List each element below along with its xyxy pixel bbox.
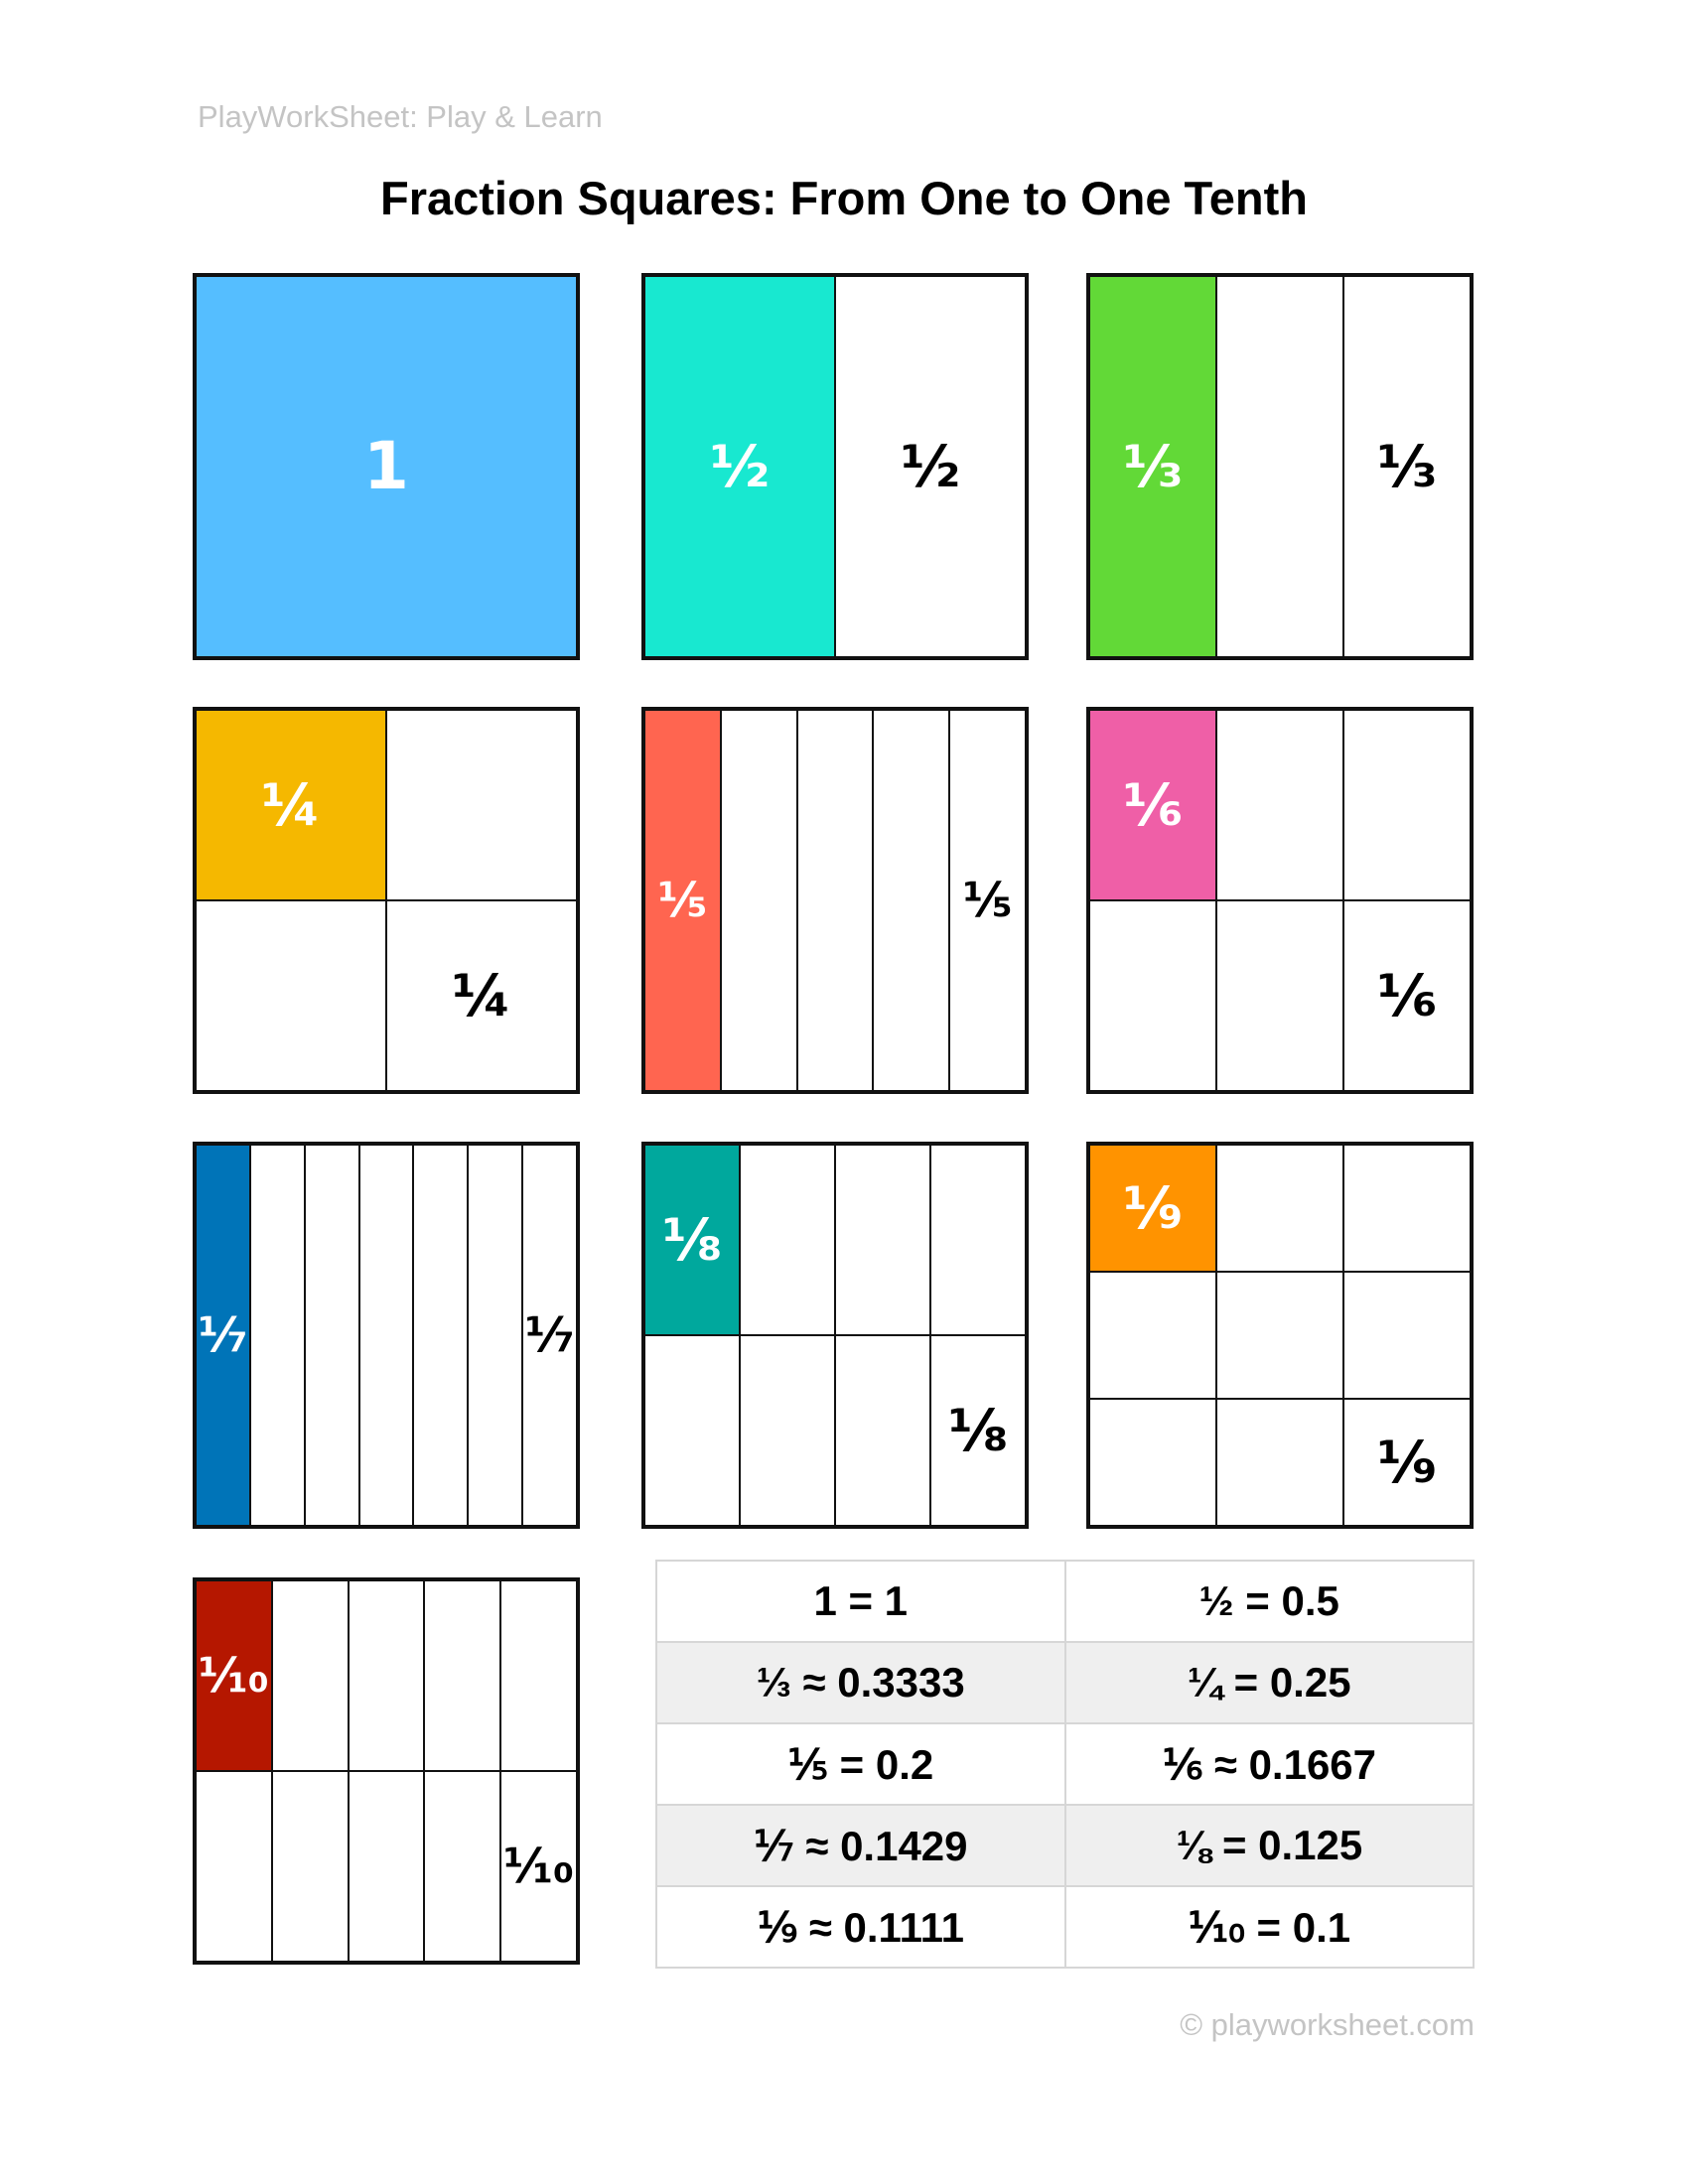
shaded-part: [1089, 276, 1216, 657]
table-row: [656, 1723, 1474, 1805]
unshaded-part: [500, 1580, 577, 1771]
unshaded-part: [797, 710, 874, 1091]
unshaded-part: [1089, 900, 1216, 1091]
shaded-part: [196, 1145, 250, 1526]
unshaded-part: [349, 1580, 425, 1771]
table-cell: ½ = 0.5: [1065, 1561, 1475, 1642]
shaded-part: [196, 710, 386, 900]
unshaded-part: [1343, 710, 1471, 900]
fraction-label: ⅙: [1122, 771, 1184, 839]
fraction-label: ⅐: [198, 1307, 248, 1363]
fraction-label: ½: [900, 433, 961, 500]
unshaded-part: [740, 1335, 835, 1526]
unshaded-part: [721, 710, 797, 1091]
shaded-part: [196, 1580, 272, 1771]
fraction-label: ¼: [260, 771, 322, 839]
table-cell: ⅒ = 0.1: [1065, 1886, 1475, 1968]
unshaded-part: [835, 276, 1026, 657]
unshaded-part: [1216, 1145, 1343, 1272]
unshaded-part: [1343, 900, 1471, 1091]
fraction-square: [1086, 1142, 1474, 1529]
unshaded-part: [500, 1771, 577, 1962]
shaded-part: [1089, 710, 1216, 900]
unshaded-part: [1216, 900, 1343, 1091]
unshaded-part: [413, 1145, 468, 1526]
unshaded-part: [1343, 1399, 1471, 1526]
page-title: Fraction Squares: From One to One Tenth: [380, 172, 1308, 224]
fraction-square: [193, 273, 580, 660]
unshaded-part: [930, 1145, 1026, 1335]
fraction-square: [641, 1142, 1029, 1529]
table-row: [656, 1805, 1474, 1886]
unshaded-part: [1216, 276, 1343, 657]
fraction-square: [641, 707, 1029, 1094]
fraction-square: [193, 1577, 580, 1965]
unshaded-part: [1343, 1145, 1471, 1272]
table-cell: 1 = 1: [656, 1561, 1065, 1642]
unshaded-part: [272, 1580, 349, 1771]
fraction-decimal-table: [655, 1560, 1475, 1969]
unshaded-part: [272, 1771, 349, 1962]
shaded-part: [1089, 1145, 1216, 1272]
unshaded-part: [1343, 1272, 1471, 1399]
table-cell: ⅛ = 0.125: [1065, 1805, 1475, 1886]
table-row: [656, 1642, 1474, 1723]
unshaded-part: [522, 1145, 577, 1526]
fraction-label: ⅕: [657, 873, 708, 928]
table-cell: ⅕ = 0.2: [656, 1723, 1065, 1805]
unshaded-part: [930, 1335, 1026, 1526]
unshaded-part: [835, 1145, 930, 1335]
unshaded-part: [305, 1145, 359, 1526]
unshaded-part: [1343, 276, 1471, 657]
unshaded-part: [1216, 1399, 1343, 1526]
unshaded-part: [1089, 1272, 1216, 1399]
table-cell: ⅙ ≈ 0.1667: [1065, 1723, 1475, 1805]
table-cell: ⅑ ≈ 0.1111: [656, 1886, 1065, 1968]
unshaded-part: [740, 1145, 835, 1335]
unshaded-part: [386, 710, 577, 900]
fraction-label: ⅒: [503, 1839, 575, 1894]
fraction-label: ⅑: [1376, 1429, 1438, 1496]
fraction-square: [193, 707, 580, 1094]
fraction-label: ⅒: [198, 1648, 269, 1704]
fraction-square: [1086, 273, 1474, 660]
unshaded-part: [250, 1145, 305, 1526]
fraction-square: [193, 1142, 580, 1529]
fraction-square: [641, 273, 1029, 660]
unshaded-part: [949, 710, 1026, 1091]
table-cell: ⅓ ≈ 0.3333: [656, 1642, 1065, 1723]
unshaded-part: [386, 900, 577, 1091]
table-cell: ¼ = 0.25: [1065, 1642, 1475, 1723]
brand-header: PlayWorkSheet: Play & Learn: [198, 99, 603, 134]
unshaded-part: [196, 1771, 272, 1962]
fraction-label: ⅕: [962, 873, 1013, 928]
unshaded-part: [1216, 710, 1343, 900]
unshaded-part: [359, 1145, 414, 1526]
unshaded-part: [424, 1771, 500, 1962]
fraction-label: ¼: [451, 962, 512, 1029]
unshaded-part: [873, 710, 949, 1091]
unshaded-part: [1089, 1399, 1216, 1526]
shaded-part: [644, 276, 835, 657]
fraction-label: ⅓: [1376, 433, 1438, 500]
fraction-square: [1086, 707, 1474, 1094]
unshaded-part: [468, 1145, 522, 1526]
table-row: [656, 1561, 1474, 1642]
fraction-label: ⅐: [524, 1307, 575, 1363]
shaded-part: [644, 1145, 740, 1335]
fraction-label: ⅛: [661, 1206, 723, 1274]
table-cell: ⅐ ≈ 0.1429: [656, 1805, 1065, 1886]
shaded-part: [644, 710, 721, 1091]
fraction-label: ½: [709, 433, 771, 500]
unshaded-part: [835, 1335, 930, 1526]
fraction-label: ⅑: [1122, 1174, 1184, 1242]
fraction-label: ⅓: [1122, 433, 1184, 500]
footer-copyright: © playworksheet.com: [1180, 2007, 1475, 2042]
shaded-part: [196, 276, 577, 657]
unshaded-part: [1216, 1272, 1343, 1399]
fraction-label: 1: [363, 428, 409, 504]
fraction-label: ⅛: [947, 1397, 1009, 1464]
unshaded-part: [424, 1580, 500, 1771]
fraction-label: ⅙: [1376, 962, 1438, 1029]
table-row: [656, 1886, 1474, 1968]
unshaded-part: [349, 1771, 425, 1962]
unshaded-part: [196, 900, 386, 1091]
unshaded-part: [644, 1335, 740, 1526]
